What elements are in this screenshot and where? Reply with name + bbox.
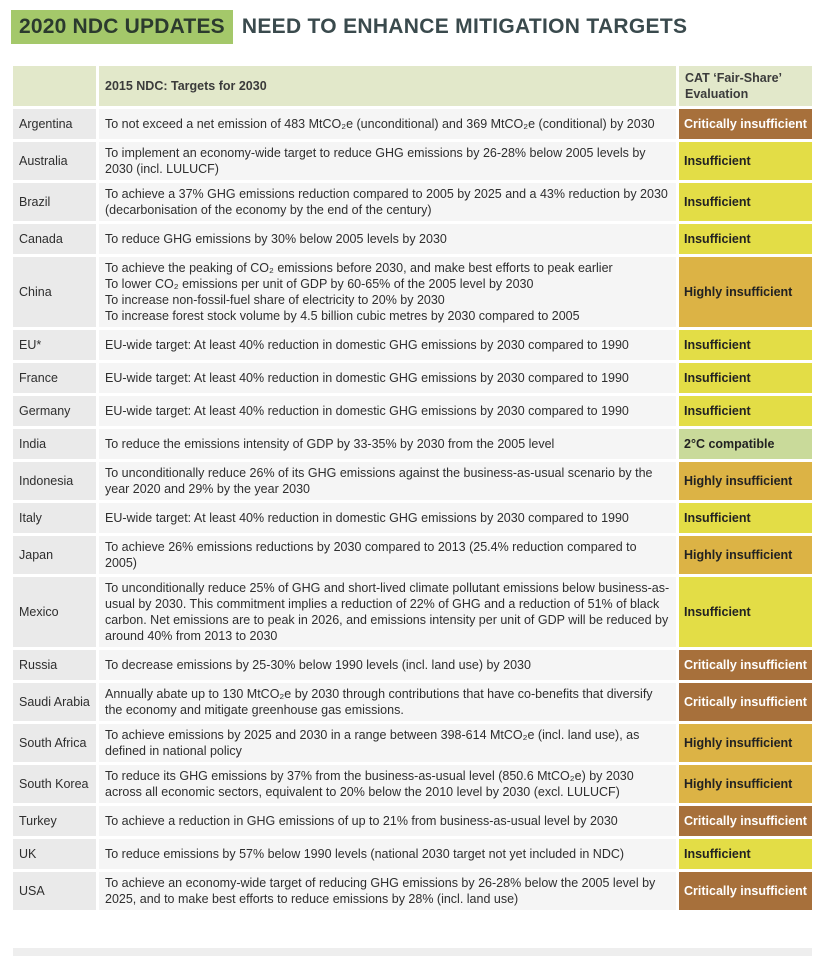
country-cell: France	[13, 363, 96, 393]
country-cell: UK	[13, 839, 96, 869]
rating-badge: Critically insufficient	[676, 806, 812, 836]
rating-badge: Critically insufficient	[676, 650, 812, 680]
page-title: NEED TO ENHANCE MITIGATION TARGETS	[241, 15, 688, 38]
target-cell: To reduce its GHG emissions by 37% from the business-as-usual level (850.6 MtCO₂e) by 2030 across all economic sectors, equivalent to 20% below the 2010 level by 2030 (excl. LULUCF)	[96, 765, 676, 803]
table-row	[13, 330, 812, 360]
rating-badge: Insufficient	[676, 330, 812, 360]
target-cell: To reduce the emissions intensity of GDP by 33-35% by 2030 from the 2005 level	[96, 429, 676, 459]
rating-badge: Critically insufficient	[676, 683, 812, 721]
table-row	[13, 724, 812, 762]
country-cell: Russia	[13, 650, 96, 680]
rating-badge: Insufficient	[676, 577, 812, 647]
rating-badge: Highly insufficient	[676, 462, 812, 500]
rating-badge: Critically insufficient	[676, 109, 812, 139]
rating-badge: Highly insufficient	[676, 536, 812, 574]
table-row	[13, 109, 812, 139]
table-row	[13, 765, 812, 803]
table-row	[13, 429, 812, 459]
target-cell: To achieve a 37% GHG emissions reduction compared to 2005 by 2025 and a 43% reduction by 2030 (decarbonisation of the economy by the end of the century)	[96, 183, 676, 221]
rating-badge: Insufficient	[676, 363, 812, 393]
target-cell: To achieve 26% emissions reductions by 2030 compared to 2013 (25.4% reduction compared to 2005)	[96, 536, 676, 574]
rating-badge: Insufficient	[676, 396, 812, 426]
column-header-target: 2015 NDC: Targets for 2030	[96, 66, 676, 106]
rating-badge: Highly insufficient	[676, 724, 812, 762]
target-cell: To achieve an economy-wide target of reducing GHG emissions by 26-28% below the 2005 level by 2025, and to make best efforts to reduce emissions by 28% (incl. land use)	[96, 872, 676, 910]
rating-badge: Insufficient	[676, 183, 812, 221]
country-cell: Germany	[13, 396, 96, 426]
country-cell: Turkey	[13, 806, 96, 836]
country-cell: China	[13, 257, 96, 327]
target-cell: To not exceed a net emission of 483 MtCO₂e (unconditional) and 369 MtCO₂e (conditional) by 2030	[96, 109, 676, 139]
rating-badge: Insufficient	[676, 224, 812, 254]
target-cell: EU-wide target: At least 40% reduction in domestic GHG emissions by 2030 compared to 1990	[96, 330, 676, 360]
table-end-strip	[13, 948, 812, 956]
table-row	[13, 462, 812, 500]
country-cell: Saudi Arabia	[13, 683, 96, 721]
page-header	[11, 10, 687, 44]
table-row	[13, 142, 812, 180]
table-row	[13, 396, 812, 426]
rating-badge: Insufficient	[676, 142, 812, 180]
table-row	[13, 577, 812, 647]
country-cell: Brazil	[13, 183, 96, 221]
target-cell: EU-wide target: At least 40% reduction in domestic GHG emissions by 2030 compared to 1990	[96, 503, 676, 533]
column-header-evaluation: CAT ‘Fair-Share’ Evaluation	[676, 66, 812, 106]
rating-badge: 2°C compatible	[676, 429, 812, 459]
target-cell: To unconditionally reduce 25% of GHG and short-lived climate pollutant emissions below business-as-usual by 2030. This commitment implies a reduction of 22% of GHG and a reduction of 51% of black carbon. Net emissions are to peak in 2026, and emissions intensity per unit of GDP will be reduced by around 40% from 2013 to 2030	[96, 577, 676, 647]
target-cell: To decrease emissions by 25-30% below 1990 levels (incl. land use) by 2030	[96, 650, 676, 680]
table-row	[13, 536, 812, 574]
rating-badge: Highly insufficient	[676, 765, 812, 803]
table-row	[13, 650, 812, 680]
target-cell: To achieve the peaking of CO₂ emissions before 2030, and make best efforts to peak earlier To lower CO₂ emissions per unit of GDP by 60-65% of the 2005 level by 2030 To increase non-fossil-fuel share of electricity to 20% by 2030 To increase forest stock volume by 4.5 billion cubic metres by 2030 compared to 2005	[96, 257, 676, 327]
country-cell: South Africa	[13, 724, 96, 762]
table-row	[13, 224, 812, 254]
table-row	[13, 683, 812, 721]
target-cell: To achieve a reduction in GHG emissions of up to 21% from business-as-usual level by 2030	[96, 806, 676, 836]
target-cell: EU-wide target: At least 40% reduction in domestic GHG emissions by 2030 compared to 1990	[96, 363, 676, 393]
target-cell: To implement an economy-wide target to reduce GHG emissions by 26-28% below 2005 levels by 2030 (incl. LULUCF)	[96, 142, 676, 180]
table-row	[13, 839, 812, 869]
target-cell: Annually abate up to 130 MtCO₂e by 2030 through contributions that have co-benefits that diversify the economy and mitigate greenhouse gas emissions.	[96, 683, 676, 721]
table-row	[13, 183, 812, 221]
rating-badge: Critically insufficient	[676, 872, 812, 910]
rating-badge: Insufficient	[676, 839, 812, 869]
country-cell: South Korea	[13, 765, 96, 803]
table-row	[13, 503, 812, 533]
rating-badge: Insufficient	[676, 503, 812, 533]
target-cell: To achieve emissions by 2025 and 2030 in a range between 398-614 MtCO₂e (incl. land use), as defined in national policy	[96, 724, 676, 762]
column-header-country	[13, 66, 96, 106]
target-cell: To reduce emissions by 57% below 1990 levels (national 2030 target not yet included in NDC)	[96, 839, 676, 869]
country-cell: Mexico	[13, 577, 96, 647]
country-cell: India	[13, 429, 96, 459]
target-cell: To reduce GHG emissions by 30% below 2005 levels by 2030	[96, 224, 676, 254]
ndc-table	[13, 63, 812, 913]
country-cell: Italy	[13, 503, 96, 533]
country-cell: Australia	[13, 142, 96, 180]
table-row	[13, 806, 812, 836]
country-cell: EU*	[13, 330, 96, 360]
table-row	[13, 257, 812, 327]
country-cell: USA	[13, 872, 96, 910]
country-cell: Japan	[13, 536, 96, 574]
target-cell: To unconditionally reduce 26% of its GHG emissions against the business-as-usual scenario by the year 2020 and 29% by the year 2030	[96, 462, 676, 500]
country-cell: Canada	[13, 224, 96, 254]
section-tag: 2020 NDC UPDATES	[11, 10, 233, 44]
table-header-row	[13, 66, 812, 106]
country-cell: Argentina	[13, 109, 96, 139]
table-body	[13, 109, 812, 910]
rating-badge: Highly insufficient	[676, 257, 812, 327]
table-row	[13, 363, 812, 393]
country-cell: Indonesia	[13, 462, 96, 500]
table-row	[13, 872, 812, 910]
target-cell: EU-wide target: At least 40% reduction in domestic GHG emissions by 2030 compared to 1990	[96, 396, 676, 426]
